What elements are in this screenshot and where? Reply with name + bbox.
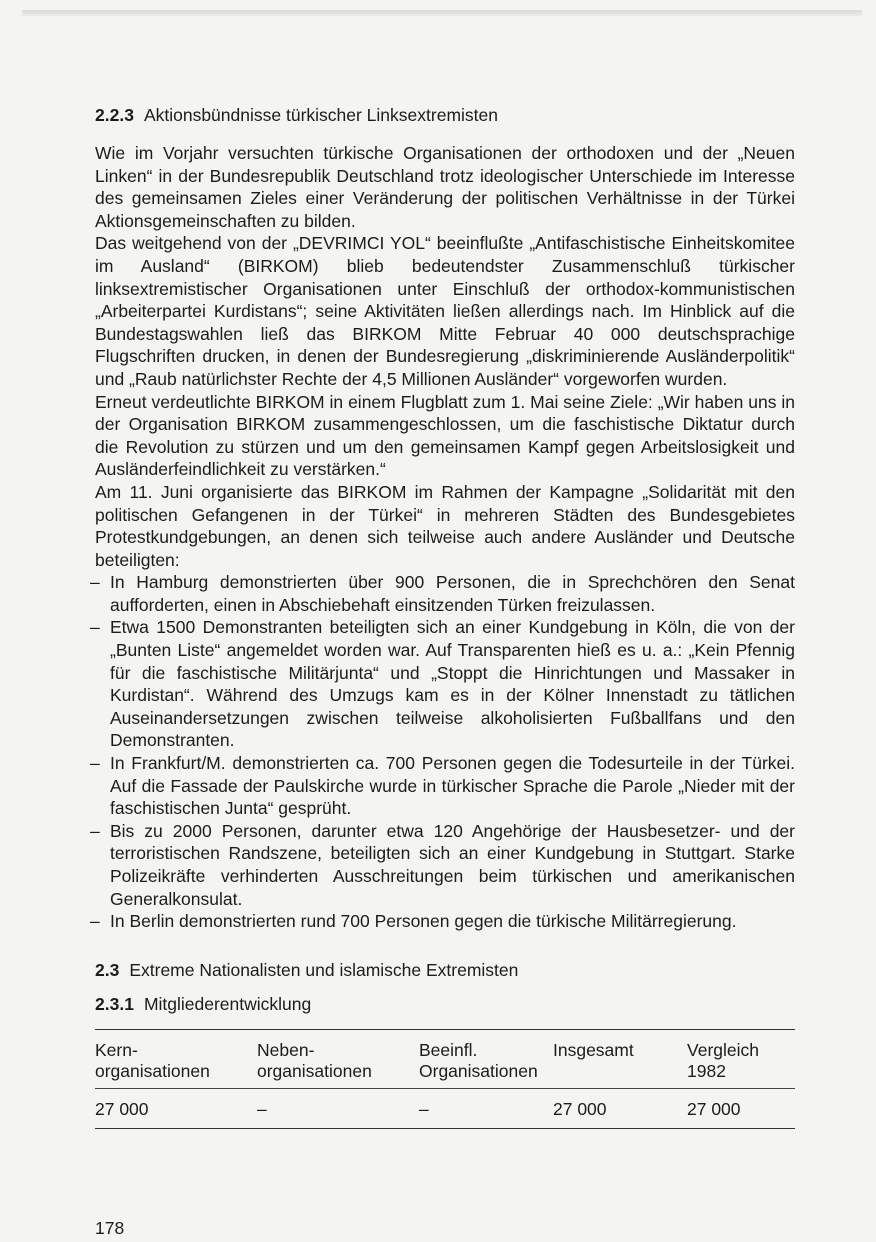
section-number: 2.3	[95, 959, 120, 980]
column-header: Beeinfl. Organisationen	[419, 1029, 553, 1088]
section-heading-2-3	[95, 959, 795, 981]
table-cell: 27 000	[687, 1098, 741, 1119]
list-item	[90, 910, 795, 933]
section-title: Aktionsbündnisse türkischer Linksextremisten	[143, 105, 498, 125]
paragraph: Wie im Vorjahr versuchten türkische Organisationen der orthodoxen und der „Neuen Linken“ in der Bundesrepublik Deutschland trotz ideologischer Unterschiede im Interesse des gemeinsamen Zieles einer Veränderung der politischen Verhältnisse in der Türkei Aktionsgemeinschaften zu bilden.	[95, 143, 795, 231]
paragraph: Am 11. Juni organisierte das BIRKOM im Rahmen der Kampagne „Solidarität mit den politischen Gefangenen in der Türkei“ in mehreren Städten des Bundesgebietes Protestkundgebungen, an denen sich teilweise auch andere Ausländer und Deutsche beteiligten:	[95, 481, 795, 570]
paragraph: Erneut verdeutlichte BIRKOM in einem Flugblatt zum 1. Mai seine Ziele: „Wir haben uns in der Organisation BIRKOM zusammengeschlossen, um die faschistische Diktatur durch die Revolution zu stürzen und um den gemeinsamen Kampf gegen Arbeitslosigkeit und Ausländerfeindlichkeit zu verstärken.“	[95, 391, 795, 480]
table-cell: –	[419, 1098, 429, 1119]
list-item-text: Etwa 1500 Demonstranten beteiligten sich an einer Kundgebung in Köln, die von der „Bunten Liste“ angemeldet worden war. Auf Transparenten hieß es u. a.: „Kein Pfennig für die faschistische Militärjunta“ und „Stoppt die Hinrichtungen und Massaker in Kurdistan“. Während des Umzugs kam es in der Kölner Innenstadt zu tätlichen Auseinandersetzungen zwischen teilweise alkoholisierten Fußballfans und den Demonstranten.	[110, 617, 795, 751]
page-number: 178	[95, 1218, 125, 1238]
section-title: Mitgliederentwicklung	[143, 993, 312, 1014]
column-header: Kern- organisationen	[95, 1029, 257, 1088]
bullet-dash: –	[90, 753, 100, 774]
paragraph: Das weitgehend von der „DEVRIMCI YOL“ beeinflußte „Antifaschistische Einheitskomitee im Ausland“ (BIRKOM) blieb bedeutendster Zusammenschluß türkischer linksextremistischer Organisationen unter Einschluß der orthodox-kommunistischen „Arbeiterpartei Kurdistans“; seine Aktivitäten ließen allerdings nach. Im Hinblick auf die Bundestagswahlen ließ das BIRKOM Mitte Februar 40 000 deutschsprachige Flugschriften drucken, in denen der Bundesregierung „diskriminierende Ausländerpolitik“ und „Raub natürlichster Rechte der 4,5 Millionen Ausländer“ vorgeworfen wurden.	[95, 233, 795, 389]
section-heading-2-2-3	[95, 104, 795, 126]
list-item-text: In Hamburg demonstrierten über 900 Personen, die in Sprechchören den Senat aufforderten, einen in Abschiebehaft einsitzenden Türken freizulassen.	[110, 572, 795, 615]
page-content	[90, 104, 795, 1129]
column-header: Insgesamt	[553, 1029, 687, 1088]
bullet-dash: –	[90, 911, 100, 932]
list-item-text: In Frankfurt/M. demonstrierten ca. 700 Personen gegen die Todesurteile in der Türkei. Auf die Fassade der Paulskirche wurde in türkischer Sprache die Parole „Nieder mit der faschistischen Junta“ gesprüht.	[110, 753, 795, 819]
table-cell: 27 000	[553, 1098, 607, 1119]
section-number: 2.2.3	[95, 105, 134, 125]
list-item-text: In Berlin demonstrierten rund 700 Personen gegen die türkische Militärregierung.	[110, 911, 737, 932]
table-header-row	[95, 1029, 795, 1088]
table-cell: –	[257, 1098, 267, 1119]
column-header: Vergleich 1982	[687, 1029, 795, 1088]
membership-table	[95, 1029, 795, 1129]
bullet-dash: –	[90, 617, 100, 638]
bullet-dash: –	[90, 572, 100, 593]
list-item	[90, 571, 795, 616]
list-item	[90, 820, 795, 910]
page-top-edge	[22, 10, 862, 16]
section-title: Extreme Nationalisten und islamische Extremisten	[129, 959, 519, 980]
demonstration-list	[90, 571, 795, 933]
list-item-text: Bis zu 2000 Personen, darunter etwa 120 Angehörige der Hausbesetzer- und der terroristischen Randszene, beteiligten sich an einer Kundgebung in Stuttgart. Starke Polizeikräfte verhinderten Ausschreitungen beim türkischen und amerikanischen Generalkonsulat.	[110, 820, 795, 909]
table-row	[95, 1088, 795, 1128]
table-cell: 27 000	[95, 1098, 149, 1119]
bullet-dash: –	[90, 820, 100, 841]
column-header: Neben- organisationen	[257, 1029, 419, 1088]
list-item	[90, 616, 795, 752]
section-number: 2.3.1	[95, 993, 134, 1014]
list-item	[90, 752, 795, 820]
section-heading-2-3-1	[95, 993, 795, 1015]
